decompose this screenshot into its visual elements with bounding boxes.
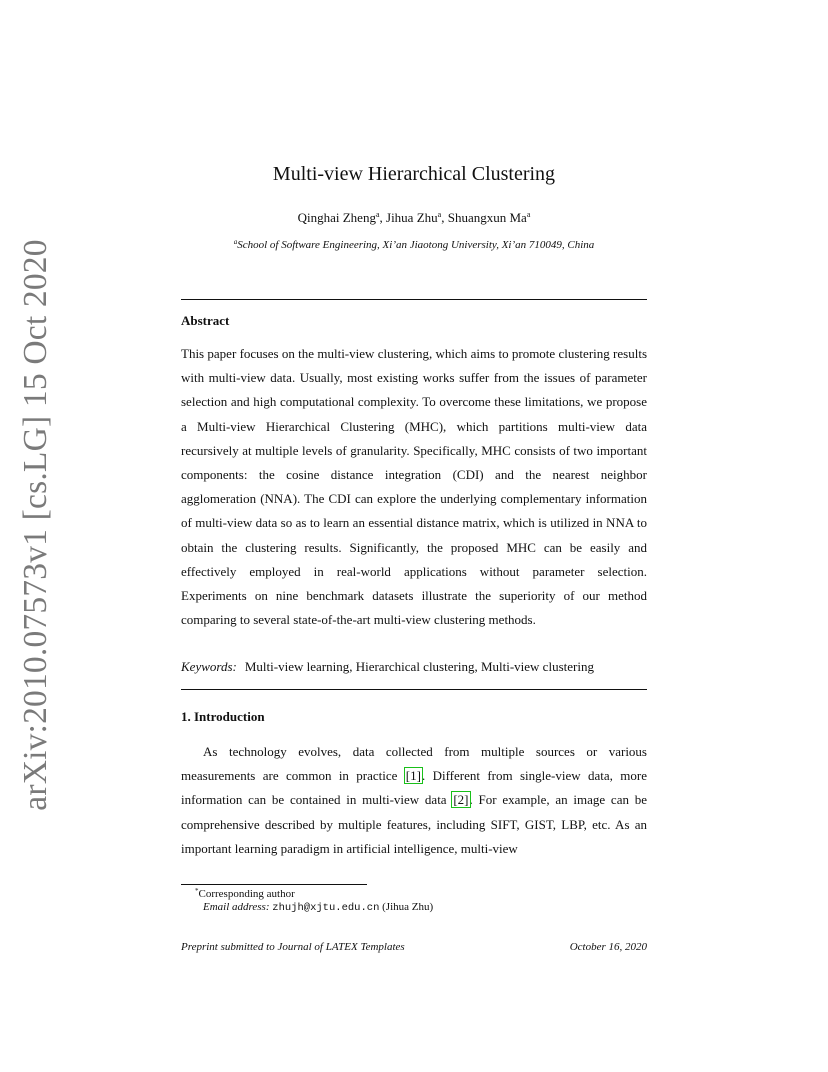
email-address[interactable]: zhujh@xjtu.edu.cn	[272, 902, 380, 914]
paper-title: Multi-view Hierarchical Clustering	[272, 163, 556, 185]
footnote-marker: *	[195, 887, 199, 895]
arxiv-identifier-text: arXiv:2010.07573v1 [cs.LG] 15 Oct 2020	[17, 239, 54, 811]
citation-link[interactable]: [2]	[453, 792, 469, 808]
footer-preprint-note: Preprint submitted to Journal of LATEX Templates	[181, 941, 405, 953]
intro-text: . For example, an image can be comprehensive described by multiple features, including SIFT, GIST, LBP, etc. As an important learning paradigm in artificial intelligence, multi-view	[181, 792, 648, 856]
abstract-bottom-rule	[181, 689, 647, 690]
keywords-line	[181, 659, 594, 675]
footnote-corresponding	[195, 887, 295, 900]
email-owner: (Jihua Zhu)	[382, 901, 434, 913]
citation-link[interactable]: [1]	[405, 768, 421, 784]
author-name: Jihua Zhu	[386, 210, 438, 225]
abstract-top-rule	[181, 299, 647, 300]
abstract-heading: Abstract	[181, 313, 230, 328]
intro-text: As technology evolves, data collected from multiple sources or various measurements are common in practice	[181, 744, 647, 784]
author-name: Qinghai Zheng	[297, 210, 376, 225]
author-affil-mark: a	[375, 210, 380, 219]
keywords-label: Keywords:	[181, 659, 237, 674]
footnote-email	[203, 901, 433, 914]
affiliation-mark: a	[233, 238, 238, 246]
author-affil-mark: a	[526, 210, 531, 219]
email-label: Email address:	[203, 901, 270, 913]
author-name: Shuangxun Ma	[447, 210, 527, 225]
footer-date: October 16, 2020	[569, 941, 647, 953]
footnote-corresponding-text: Corresponding author	[198, 888, 295, 900]
keywords-text: Multi-view learning, Hierarchical clustering, Multi-view clustering	[244, 659, 594, 674]
affiliation	[0, 238, 828, 251]
author-affil-mark: a	[437, 210, 442, 219]
intro-text: . Different from single-view data, more information can be contained in multi-view data	[181, 768, 647, 808]
abstract-text: This paper focuses on the multi-view clustering, which aims to promote clustering results with multi-view data. Usually, most existing works suffer from the issues of parameter selection and high computational complexity. To overcome these limitations, we propose a Multi-view Hierarchical Clustering (MHC), which partitions multi-view data recursively at multiple levels of granularity. Specifically, MHC consists of two important components: the cosine distance integration (CDI) and the nearest neighbor agglomeration (NNA). The CDI can explore the underlying complementary information of multi-view data so as to learn an essential distance matrix, which is utilized in NNA to obtain the clustering results. Significantly, the proposed MHC can be easily and effectively employed in real-world applications without parameter selection. Experiments on nine benchmark datasets illustrate the superiority of our method comparing to several state-of-the-art multi-view clustering methods.	[181, 346, 647, 628]
section-heading-introduction: 1. Introduction	[181, 709, 265, 724]
footnote-rule	[181, 884, 367, 885]
introduction-paragraph	[181, 740, 647, 861]
affiliation-text: School of Software Engineering, Xi’an Jiaotong University, Xi’an 710049, China	[237, 239, 595, 251]
author-list: Qinghai Zheng$^a$, Jihua Zhu$^a$, Shuangxun Ma$^a$	[297, 210, 531, 225]
